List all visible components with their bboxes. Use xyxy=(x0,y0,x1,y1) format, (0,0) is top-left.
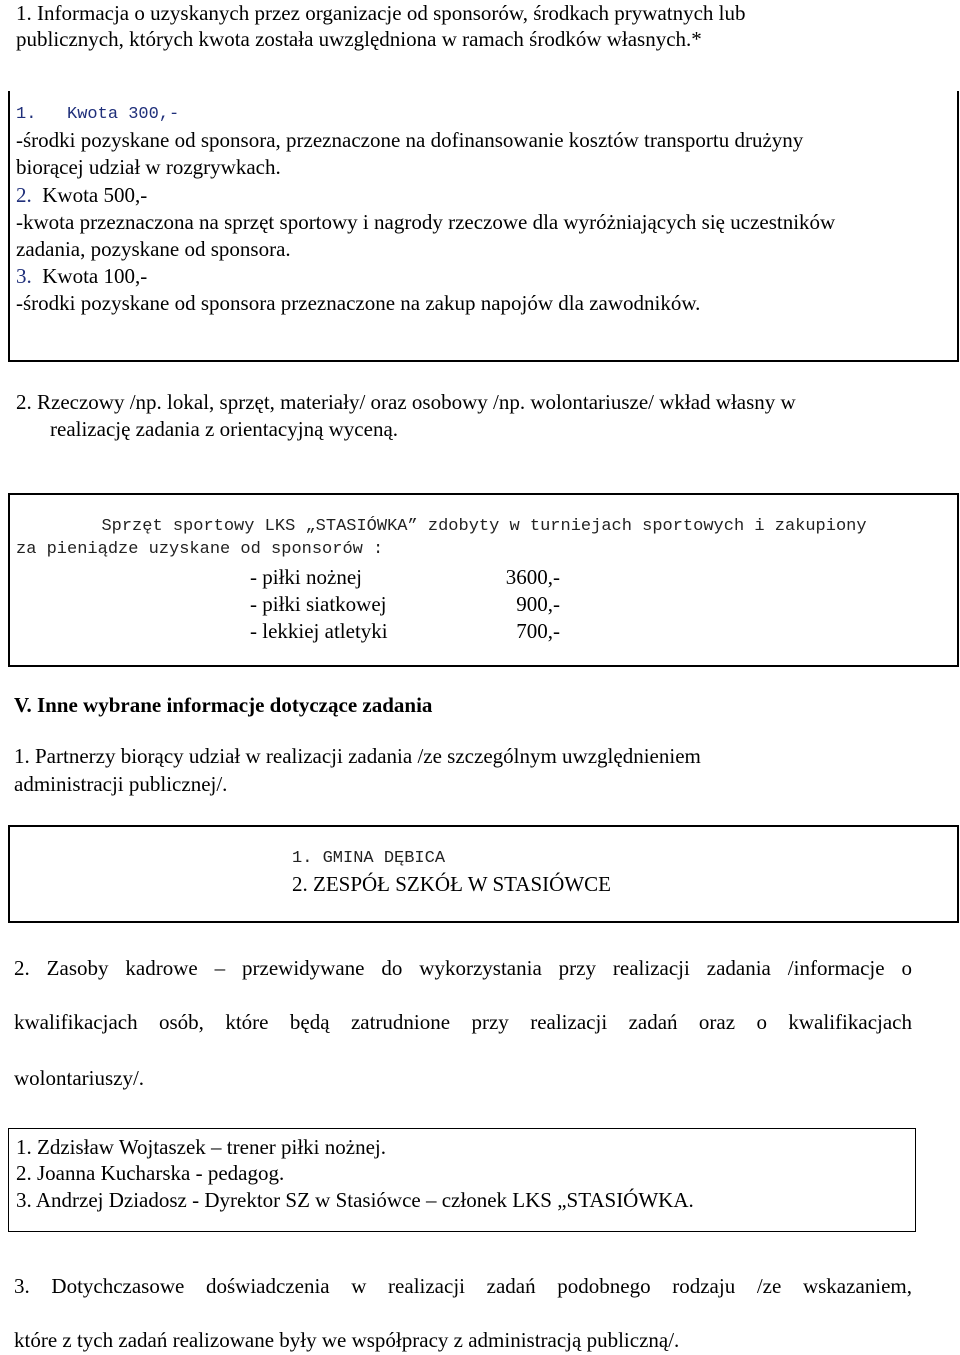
staff-member-2: 2. Joanna Kucharska - pedagog. xyxy=(16,1161,285,1185)
partner-2: 2. ZESPÓŁ SZKÓŁ W STASIÓWCE xyxy=(292,872,611,896)
sponsor-item-1-amount: 1. Kwota 300,- xyxy=(16,105,180,124)
equipment-item-3-name: - lekkiej atletyki xyxy=(250,619,388,643)
question2-line2: kwalifikacjach osób, które będą zatrudnione przy realizacji zadań oraz o kwalifikacjach xyxy=(14,1010,912,1034)
equipment-item-2-name: - piłki siatkowej xyxy=(250,592,387,616)
equipment-intro-line1: Sprzęt sportowy LKS „STASIÓWKA” zdobyty w turniejach sportowych i zakupiony xyxy=(101,517,867,536)
question3-line1: 3. Dotychczasowe doświadczenia w realizacji zadań podobnego rodzaju /ze wskazaniem, xyxy=(14,1274,912,1298)
question1-line2: administracji publicznej/. xyxy=(14,772,228,796)
equipment-item-1-name: - piłki nożnej xyxy=(250,565,362,589)
question1-line1: 1. Partnerzy biorący udział w realizacji zadania /ze szczególnym uwzględnieniem xyxy=(14,744,701,768)
section1-heading-line1: 1. Informacja o uzyskanych przez organizacje od sponsorów, środkach prywatnych lub xyxy=(16,1,746,25)
equipment-item-3-value: 700,- xyxy=(516,619,560,643)
staff-member-1: 1. Zdzisław Wojtaszek – trener piłki nożnej. xyxy=(16,1135,386,1159)
equipment-item-1-value: 3600,- xyxy=(505,565,560,589)
section1-heading-line2: publicznych, których kwota została uwzględniona w ramach środków własnych.* xyxy=(16,27,702,51)
question2-line3: wolontariuszy/. xyxy=(14,1066,145,1090)
sponsor-item-1-desc-line2: biorącej udział w rozgrywkach. xyxy=(16,155,281,179)
equipment-intro-line2: za pieniądze uzyskane od sponsorów : xyxy=(16,540,384,559)
sponsor-item-2-amount: 2. Kwota 500,- xyxy=(16,183,148,207)
staff-member-3: 3. Andrzej Dziadosz - Dyrektor SZ w Stasiówce – członek LKS „STASIÓWKA. xyxy=(16,1188,694,1212)
sponsor-item-1-desc-line1: -środki pozyskane od sponsora, przeznaczone na dofinansowanie kosztów transportu drużyny xyxy=(16,128,804,152)
partner-1: 1. GMINA DĘBICA xyxy=(292,849,446,868)
sponsor-item-2-desc-line1: -kwota przeznaczona na sprzęt sportowy i nagrody rzeczowe dla wyróżniających się uczestników xyxy=(16,210,836,234)
equipment-item-2-value: 900,- xyxy=(516,592,560,616)
question3-line2: które z tych zadań realizowane były we współpracy z administracją publiczną/. xyxy=(14,1328,680,1352)
section2-heading-line2: realizację zadania z orientacyjną wyceną. xyxy=(50,417,399,441)
section-v-title: V. Inne wybrane informacje dotyczące zadania xyxy=(14,693,433,717)
sponsor-item-3-amount: 3. Kwota 100,- xyxy=(16,264,148,288)
sponsor-item-2-desc-line2: zadania, pozyskane od sponsora. xyxy=(16,237,291,261)
sponsor-item-3-desc-line1: -środki pozyskane od sponsora przeznaczone na zakup napojów dla zawodników. xyxy=(16,291,701,315)
question2-line1: 2. Zasoby kadrowe – przewidywane do wykorzystania przy realizacji zadania /informacje o xyxy=(14,956,912,980)
section2-heading-line1: 2. Rzeczowy /np. lokal, sprzęt, materiały/ oraz osobowy /np. wolontariusze/ wkład własny w xyxy=(16,390,796,414)
